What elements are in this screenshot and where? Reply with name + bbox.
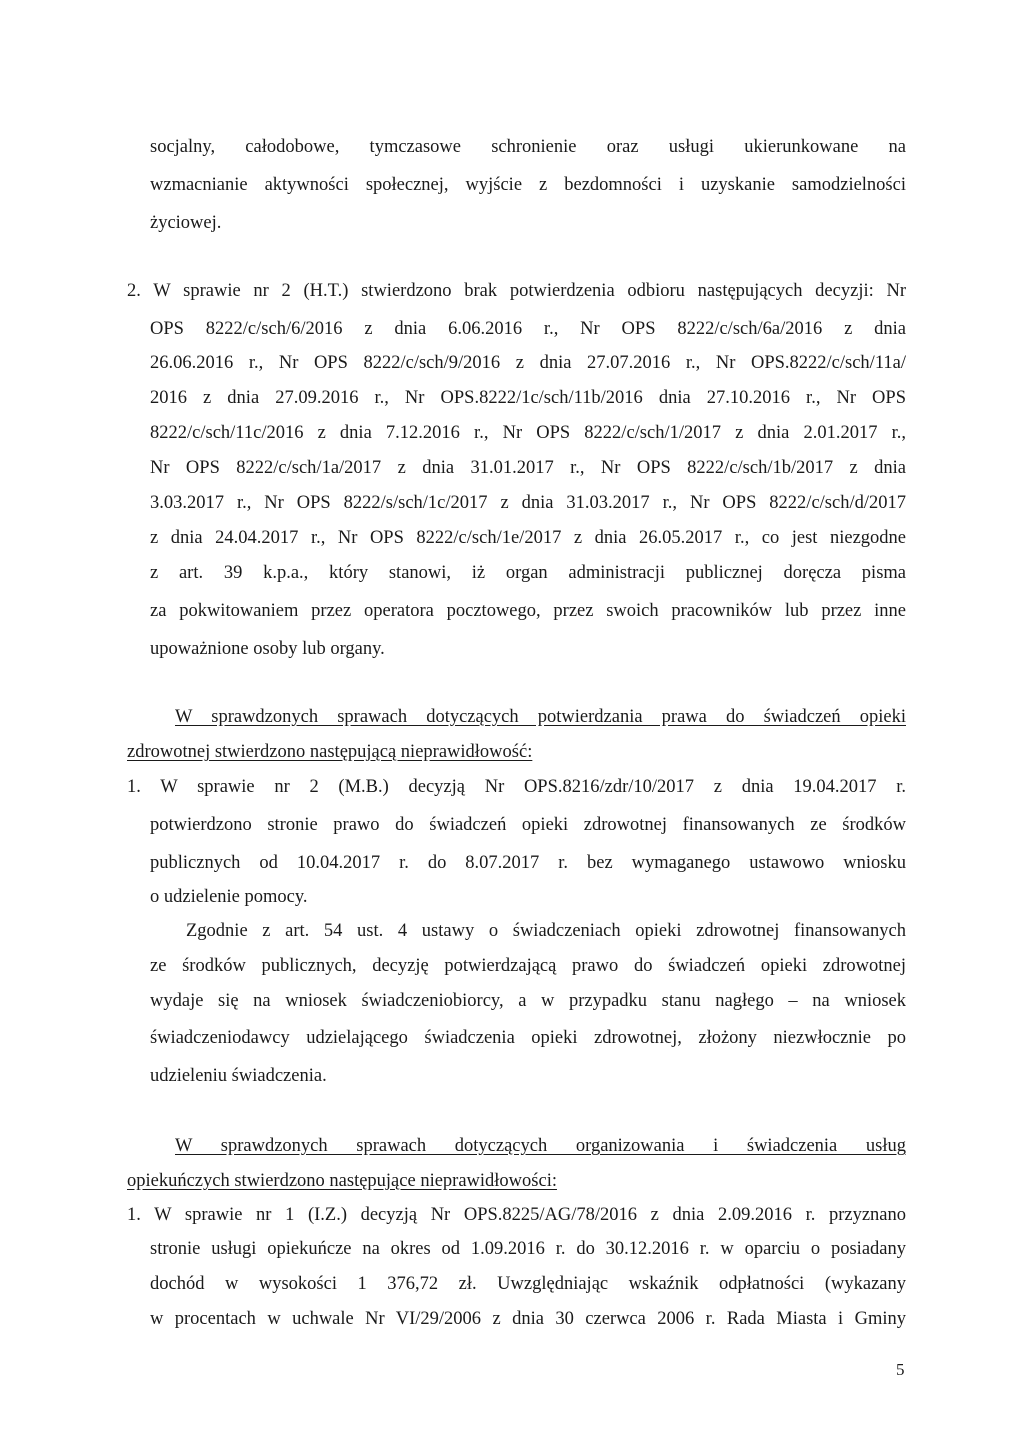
text-line: potwierdzono stronie prawo do świadczeń opieki zdrowotnej finansowanych ze środków xyxy=(150,815,906,835)
text-line: wzmacnianie aktywności społecznej, wyjście z bezdomności i uzyskanie samodzielności xyxy=(150,175,906,195)
text-line: 2. W sprawie nr 2 (H.T.) stwierdzono brak potwierdzenia odbioru następujących decyzji: Nr xyxy=(127,281,906,301)
text-line: życiowej. xyxy=(150,213,222,233)
text-line: z art. 39 k.p.a., który stanowi, iż organ administracji publicznej doręcza pisma xyxy=(150,563,906,583)
text-line: wydaje się na wniosek świadczeniobiorcy, a w przypadku stanu nagłego – na wniosek xyxy=(150,991,906,1011)
section-heading: zdrowotnej stwierdzono następującą nieprawidłowość: xyxy=(127,742,533,762)
text-line: 2016 z dnia 27.09.2016 r., Nr OPS.8222/1c/sch/11b/2016 dnia 27.10.2016 r., Nr OPS xyxy=(150,388,906,408)
text-line: 26.06.2016 r., Nr OPS 8222/c/sch/9/2016 z dnia 27.07.2016 r., Nr OPS.8222/c/sch/11a/ xyxy=(150,353,906,373)
text-line: Zgodnie z art. 54 ust. 4 ustawy o świadczeniach opieki zdrowotnej finansowanych xyxy=(186,921,906,941)
text-line: OPS 8222/c/sch/6/2016 z dnia 6.06.2016 r., Nr OPS 8222/c/sch/6a/2016 z dnia xyxy=(150,319,906,339)
text-line: 8222/c/sch/11c/2016 z dnia 7.12.2016 r., Nr OPS 8222/c/sch/1/2017 z dnia 2.01.2017 r., xyxy=(150,423,906,443)
text-line: 1. W sprawie nr 1 (I.Z.) decyzją Nr OPS.8225/AG/78/2016 z dnia 2.09.2016 r. przyznano xyxy=(127,1205,906,1225)
text-line: stronie usługi opiekuńcze na okres od 1.09.2016 r. do 30.12.2016 r. w oparciu o posiadany xyxy=(150,1239,906,1259)
text-line: Nr OPS 8222/c/sch/1a/2017 z dnia 31.01.2017 r., Nr OPS 8222/c/sch/1b/2017 z dnia xyxy=(150,458,906,478)
text-line: publicznych od 10.04.2017 r. do 8.07.2017 r. bez wymaganego ustawowo wniosku xyxy=(150,853,906,873)
section-heading: W sprawdzonych sprawach dotyczących organizowania i świadczenia usług xyxy=(175,1136,906,1156)
text-line: ze środków publicznych, decyzję potwierdzającą prawo do świadczeń opieki zdrowotnej xyxy=(150,956,906,976)
text-line: za pokwitowaniem przez operatora pocztowego, przez swoich pracowników lub przez inne xyxy=(150,601,906,621)
text-line: udzieleniu świadczenia. xyxy=(150,1066,327,1086)
text-line: upoważnione osoby lub organy. xyxy=(150,639,385,659)
text-line: świadczeniodawcy udzielającego świadczenia opieki zdrowotnej, złożony niezwłocznie po xyxy=(150,1028,906,1048)
text-line: socjalny, całodobowe, tymczasowe schronienie oraz usługi ukierunkowane na xyxy=(150,137,906,157)
text-line: dochód w wysokości 1 376,72 zł. Uwzględniając wskaźnik odpłatności (wykazany xyxy=(150,1274,906,1294)
section-heading: W sprawdzonych sprawach dotyczących potwierdzania prawa do świadczeń opieki xyxy=(175,707,906,727)
text-line: o udzielenie pomocy. xyxy=(150,887,308,907)
text-line: 1. W sprawie nr 2 (M.B.) decyzją Nr OPS.8216/zdr/10/2017 z dnia 19.04.2017 r. xyxy=(127,777,906,797)
text-line: w procentach w uchwale Nr VI/29/2006 z dnia 30 czerwca 2006 r. Rada Miasta i Gminy xyxy=(150,1309,906,1329)
section-heading: opiekuńczych stwierdzono następujące nieprawidłowości: xyxy=(127,1171,557,1191)
text-line: 3.03.2017 r., Nr OPS 8222/s/sch/1c/2017 z dnia 31.03.2017 r., Nr OPS 8222/c/sch/d/2017 xyxy=(150,493,906,513)
page-number: 5 xyxy=(896,1360,905,1379)
text-line: z dnia 24.04.2017 r., Nr OPS 8222/c/sch/1e/2017 z dnia 26.05.2017 r., co jest niezgodne xyxy=(150,528,906,548)
